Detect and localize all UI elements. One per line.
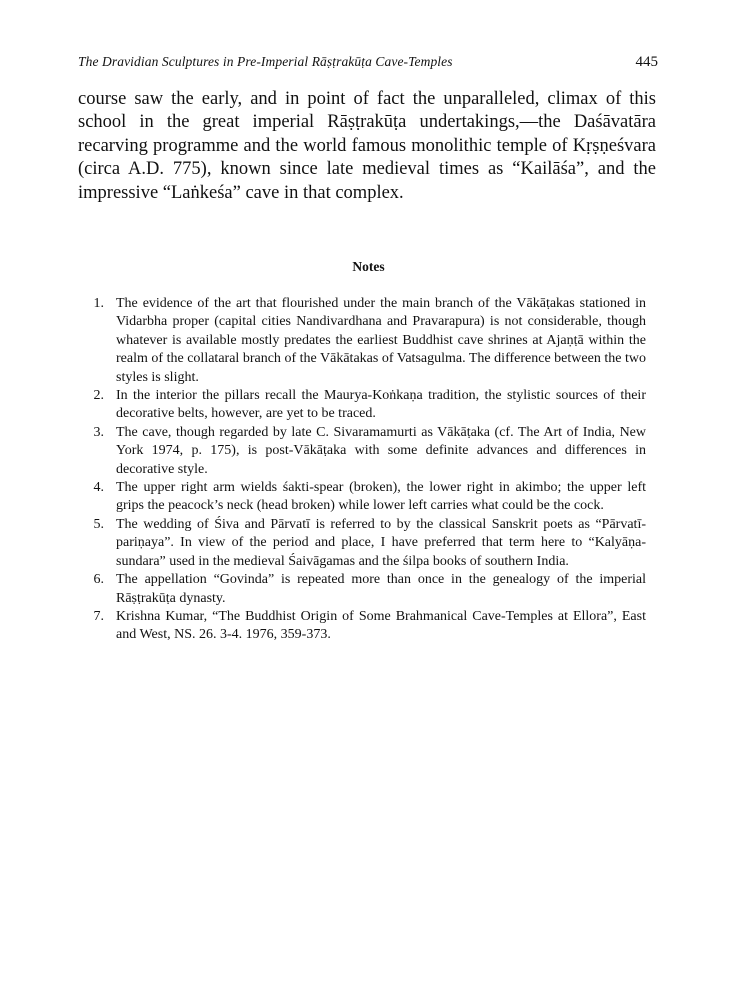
note-item (84, 571, 646, 608)
note-item (84, 295, 646, 387)
note-number: 6. (93, 572, 104, 588)
note-text: Krishna Kumar, “The Buddhist Origin of Some Brahmanical Cave-Temples at Ellora”, East and West, NS. 26. 3-4. 1976, 359-373. (116, 608, 646, 643)
note-item (84, 387, 646, 424)
note-number: 4. (93, 480, 104, 496)
note-number: 3. (93, 424, 104, 440)
body-paragraph: course saw the early, and in point of fact the unparalleled, climax of this school in the great imperial Rāṣṭrakūṭa undertakings,—the Daśāvatāra recarving programme and the world famous monolithic temple of Kṛṣṇeśvara (circa A.D. 775), known since late medieval times as “Kailāśa”, and the impressive “Laṅkeśa” cave in that complex. (78, 89, 656, 203)
note-text: The wedding of Śiva and Pārvatī is referred to by the classical Sanskrit poets as “Pārvatī-pariṇaya”. In view of the period and place, I have preferred that term here to “Kalyāṇa-sundara” used in the medieval Śaivāgamas and the śilpa books of southern India. (116, 516, 646, 569)
note-item (84, 516, 646, 571)
notes-list (84, 295, 646, 645)
note-text: The evidence of the art that flourished under the main branch of the Vākāṭakas stationed in Vidarbha proper (capital cities Nandivardhana and Pravarapura) is not considerable, though whatever is available mostly predates the earliest Buddhist cave shrines at Ajaṇṭā within the realm of the collataral branch of the Vākātakas of Vatsagulma. The difference between the two styles is slight. (116, 296, 646, 385)
note-text: In the interior the pillars recall the Maurya-Koṅkaṇa tradition, the stylistic sources of their decorative belts, however, are yet to be traced. (116, 388, 646, 422)
note-text: The cave, though regarded by late C. Sivaramamurti as Vākāṭaka (cf. The Art of India, New York 1974, p. 175), is post-Vākāṭaka with some definite advances and differences in decorative style. (116, 424, 646, 477)
note-text: The appellation “Govinda” is repeated more than once in the genealogy of the imperial Rāṣṭrakūṭa dynasty. (116, 572, 646, 606)
note-number: 5. (93, 516, 104, 532)
note-number: 1. (93, 296, 104, 311)
page-header (78, 54, 658, 74)
running-title: The Dravidian Sculptures in Pre-Imperial Rāṣṭrakūṭa Cave-Temples (78, 54, 453, 69)
note-item (84, 608, 646, 645)
note-text: The upper right arm wields śakti-spear (broken), the lower right in akimbo; the upper left grips the peacock’s neck (head broken) while lower left carries what could be the cock. (116, 480, 646, 514)
note-number: 2. (93, 388, 104, 404)
notes-heading: Notes (352, 259, 385, 274)
note-number: 7. (93, 608, 104, 624)
note-item (84, 479, 646, 516)
note-item (84, 424, 646, 479)
page-number: 445 (635, 54, 658, 70)
